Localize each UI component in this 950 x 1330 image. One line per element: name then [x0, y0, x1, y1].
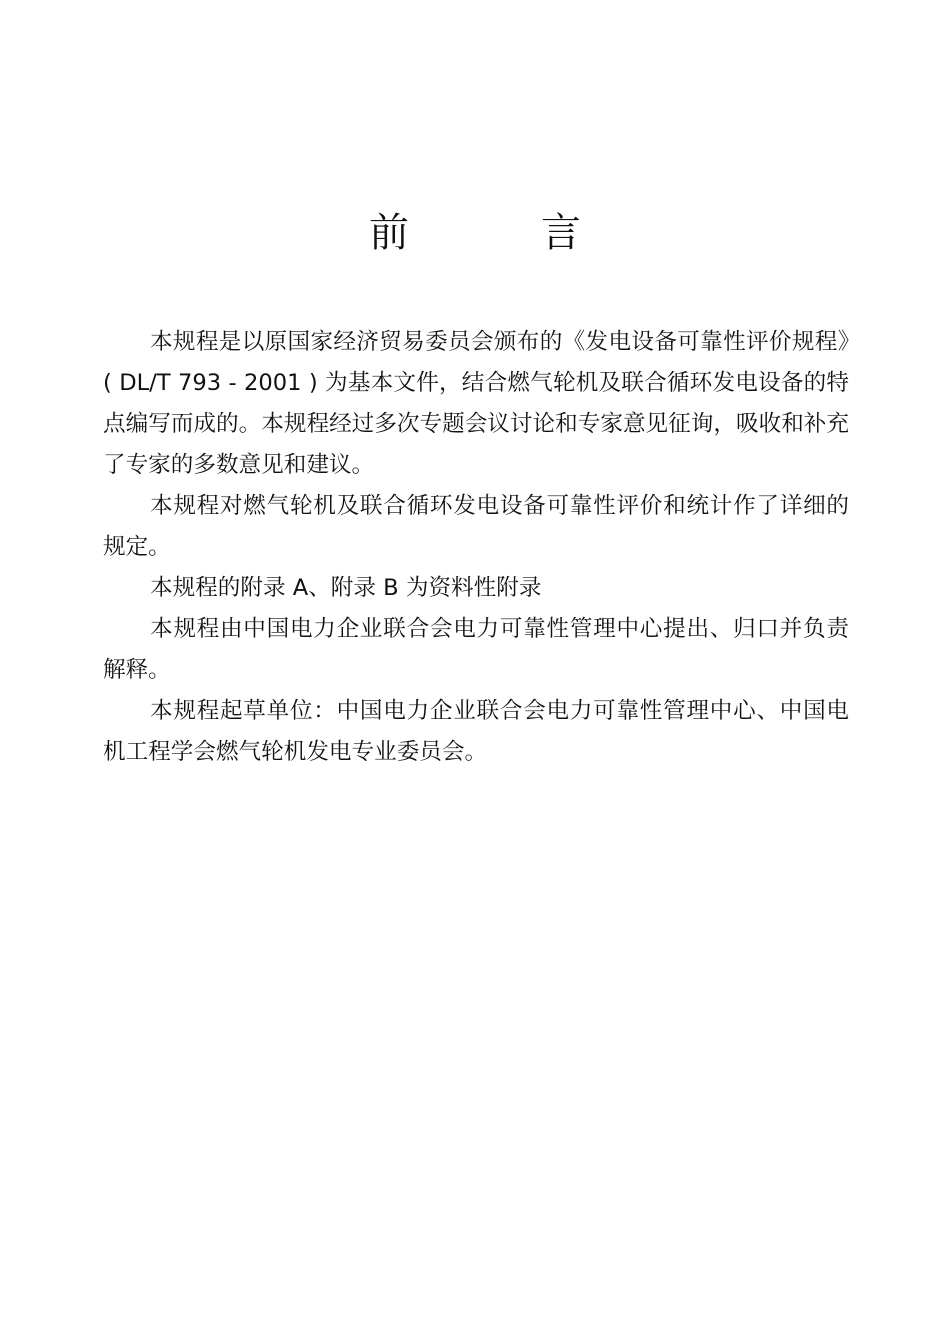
preface-body — [103, 322, 849, 773]
paragraph-drafter: 本规程起草单位：中国电力企业联合会电力可靠性管理中心、中国电机工程学会燃气轮机发电专业委员会。 — [103, 698, 849, 765]
paragraph-proposer: 本规程由中国电力企业联合会电力可靠性管理中心提出、归口并负责解释。 — [103, 616, 849, 683]
paragraph-scope: 本规程对燃气轮机及联合循环发电设备可靠性评价和统计作了详细的规定。 — [103, 493, 849, 560]
page-title: 前 言 — [369, 210, 627, 256]
paragraph-basis: 本规程是以原国家经济贸易委员会颁布的《发电设备可靠性评价规程》( DL/T 793 - 2001 ) 为基本文件，结合燃气轮机及联合循环发电设备的特点编写而成的。本规程经过多次专题会议讨论和专家意见征询，吸收和补充了专家的多数意见和建议。 — [103, 329, 849, 478]
paragraph-appendix: 本规程的附录 A、附录 B 为资料性附录 — [150, 575, 542, 601]
